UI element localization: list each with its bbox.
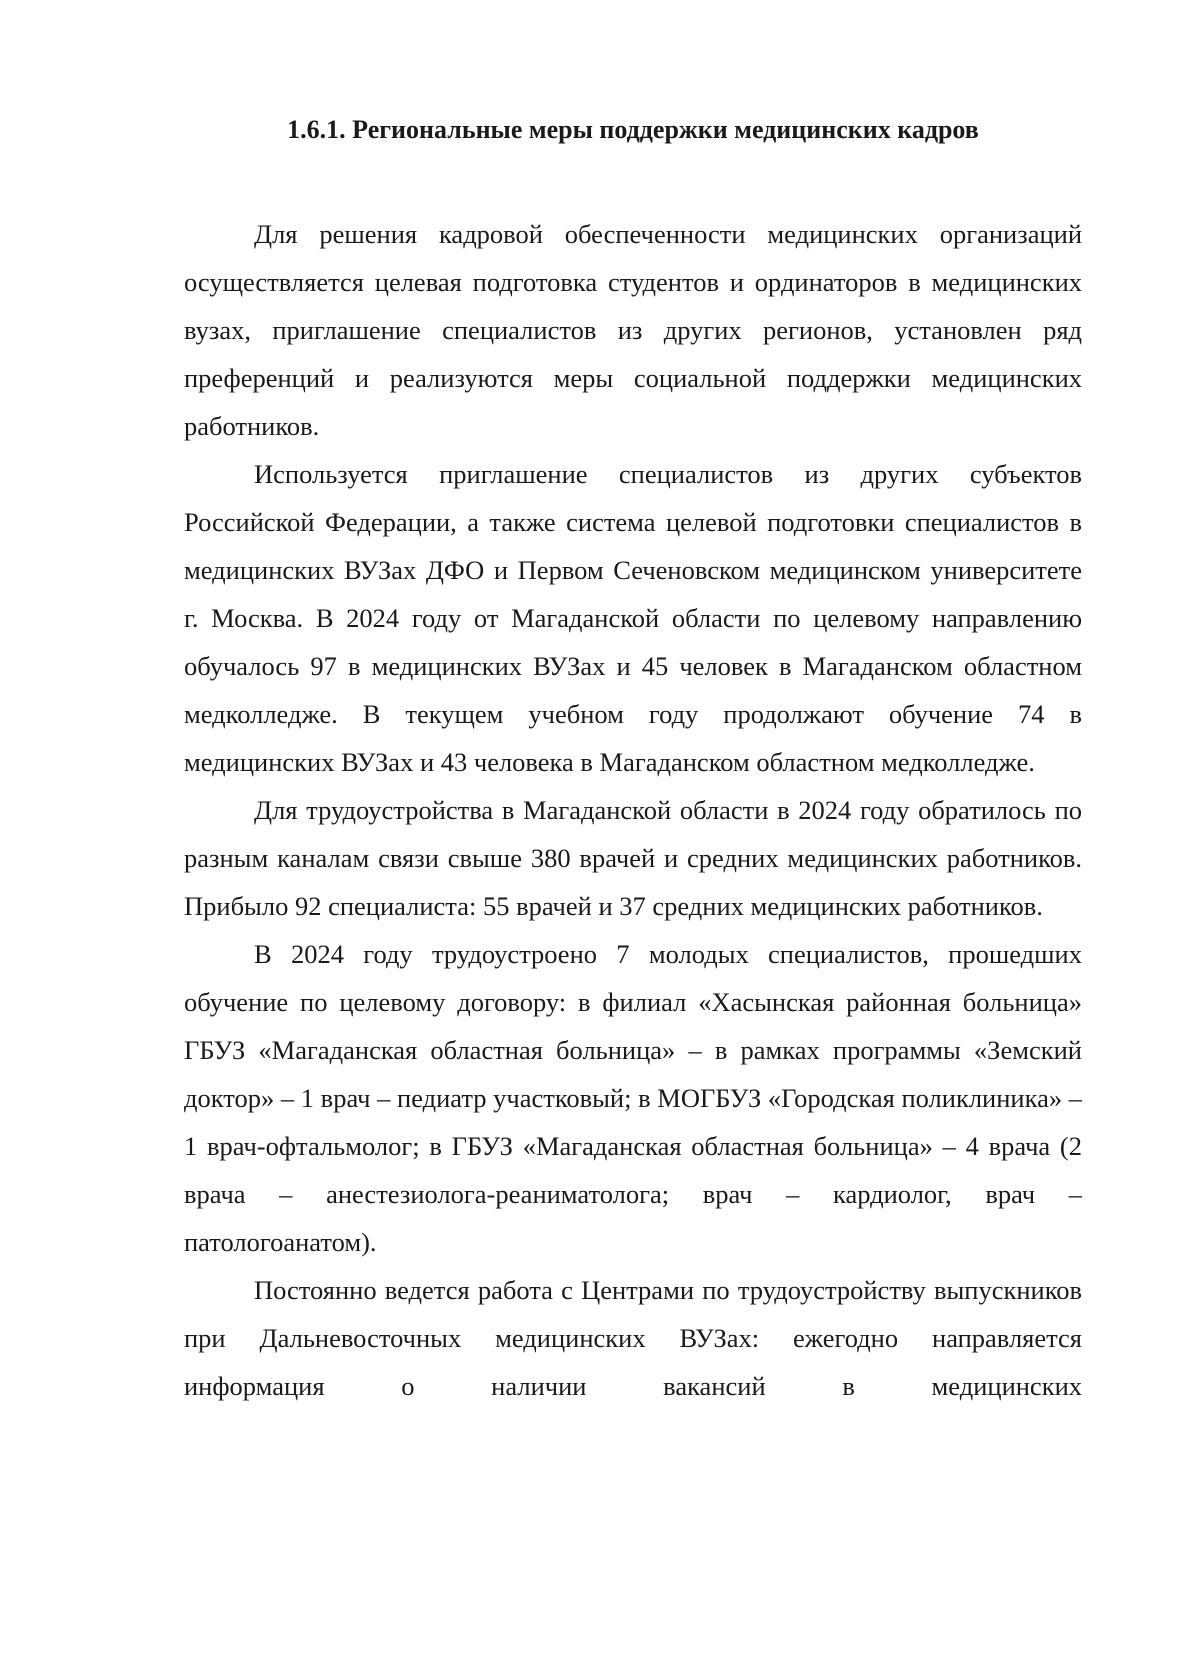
paragraph-young-specialists: В 2024 году трудоустроено 7 молодых специалистов, прошедших обучение по целевому договору: в филиал «Хасынская районная больница» ГБУЗ «Магаданская областная больница» – в рамках программы «Земский доктор» – 1 врач – педиатр участковый; в МОГБУЗ «Городская поликлиника» – 1 врач-офтальмолог; в ГБУЗ «Магаданская областная больница» – 4 врача (2 врача – анестезиолога-реаниматолога; врач – кардиолог, врач – патологоанатом).	[184, 939, 1082, 1257]
paragraph-staffing-measures: Для решения кадровой обеспеченности медицинских организаций осуществляется целевая подготовка студентов и ординаторов в медицинских вузах, приглашение специалистов из других регионов, установлен ряд преференций и реализуются меры социальной поддержки медицинских работников.	[184, 219, 1082, 441]
paragraph-targeted-training: Используется приглашение специалистов из других субъектов Российской Федерации, а также система целевой подготовки специалистов в медицинских ВУЗах ДФО и Первом Сеченовском медицинском университете г. Москва. В 2024 году от Магаданской области по целевому направлению обучалось 97 в медицинских ВУЗах и 45 человек в Магаданском областном медколледже. В текущем учебном году продолжают обучение 74 в медицинских ВУЗах и 43 человека в Магаданском областном медколледже.	[184, 459, 1082, 777]
section-heading: 1.6.1. Региональные меры поддержки медицинских кадров	[287, 115, 979, 144]
document-body	[184, 106, 1082, 1410]
paragraph-employment-centers: Постоянно ведется работа с Центрами по трудоустройству выпускников при Дальневосточных медицинских ВУЗах: ежегодно направляется информация о наличии вакансий в медицинских	[184, 1275, 1082, 1401]
paragraph-employment-requests: Для трудоустройства в Магаданской области в 2024 году обратилось по разным каналам связи свыше 380 врачей и средних медицинских работников. Прибыло 92 специалиста: 55 врачей и 37 средних медицинских работников.	[184, 795, 1082, 921]
